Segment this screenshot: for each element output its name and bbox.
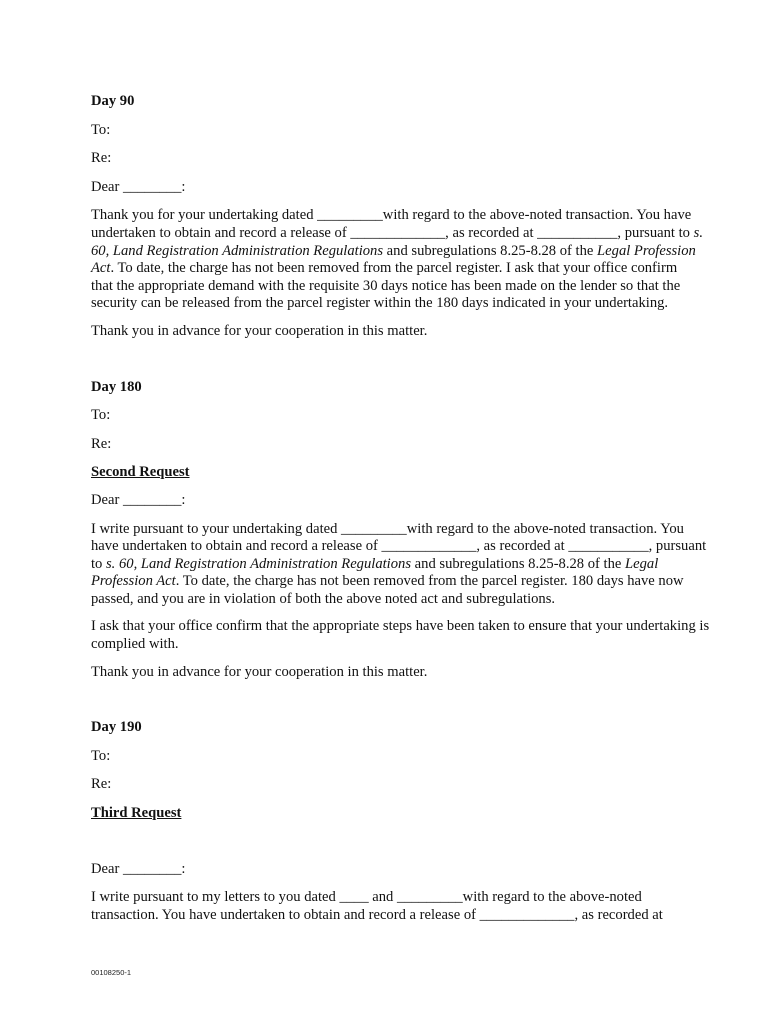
spacer — [91, 833, 689, 861]
section-spacer — [91, 681, 689, 719]
body-line: undertaken to obtain and record a release of _____________, as recorded at ___________, pursuant to s. — [91, 224, 703, 241]
body-line: Profession Act. To date, the charge has not been removed from the parcel register. 180 days have now — [91, 573, 684, 590]
section-day-90 — [91, 93, 703, 341]
body-paragraph — [91, 207, 703, 313]
re-line: Re: — [91, 435, 112, 452]
thanks-line: Thank you in advance for your cooperation in this matter. — [91, 322, 428, 339]
section-heading: Day 180 — [91, 378, 142, 395]
section-heading: Day 190 — [91, 719, 142, 736]
confirm-paragraph — [91, 618, 710, 653]
to-line: To: — [91, 407, 111, 424]
section-day-190 — [91, 719, 689, 924]
body-line: complied with. — [91, 636, 179, 653]
request-title: Second Request — [91, 464, 190, 481]
salutation: Dear ________: — [91, 860, 186, 877]
body-line: have undertaken to obtain and record a release of _____________, as recorded at ___________, pursuant — [91, 538, 707, 555]
salutation: Dear ________: — [91, 178, 186, 195]
body-line: security can be released from the parcel register within the 180 days indicated in your undertaking. — [91, 295, 669, 312]
body-line: transaction. You have undertaken to obtain and record a release of _____________, as recorded at — [91, 906, 663, 923]
re-line: Re: — [91, 150, 112, 167]
section-spacer — [91, 341, 689, 379]
body-line: Act. To date, the charge has not been removed from the parcel register. I ask that your office confirm — [91, 260, 678, 277]
body-paragraph — [91, 520, 707, 609]
to-line: To: — [91, 747, 111, 764]
body-line: Thank you for your undertaking dated _________with regard to the above-noted transaction. You have — [91, 207, 692, 224]
body-paragraph — [91, 889, 689, 924]
body-line: I write pursuant to your undertaking dated _________with regard to the above-noted transaction. You — [91, 520, 684, 537]
body-line: to s. 60, Land Registration Administration Regulations and subregulations 8.25-8.28 of the Legal — [91, 555, 659, 572]
body-line: that the appropriate demand with the requisite 30 days notice has been made on the lender so that the — [91, 277, 681, 294]
document-number: 00108250-1 — [91, 968, 132, 977]
thanks-line: Thank you in advance for your cooperation in this matter. — [91, 663, 428, 680]
section-day-180 — [91, 378, 710, 682]
re-line: Re: — [91, 776, 112, 793]
body-line: passed, and you are in violation of both the above noted act and subregulations. — [91, 590, 556, 607]
section-heading: Day 90 — [91, 93, 135, 109]
request-title: Third Request — [91, 805, 182, 822]
body-line: I ask that your office confirm that the appropriate steps have been taken to ensure that your undertaking is — [91, 618, 710, 635]
body-line: I write pursuant to my letters to you dated ____ and _________with regard to the above-noted — [91, 889, 642, 906]
body-line: 60, Land Registration Administration Regulations and subregulations 8.25-8.28 of the Legal Profession — [91, 242, 696, 259]
to-line: To: — [91, 121, 111, 138]
salutation: Dear ________: — [91, 491, 186, 508]
document-content — [91, 93, 710, 934]
